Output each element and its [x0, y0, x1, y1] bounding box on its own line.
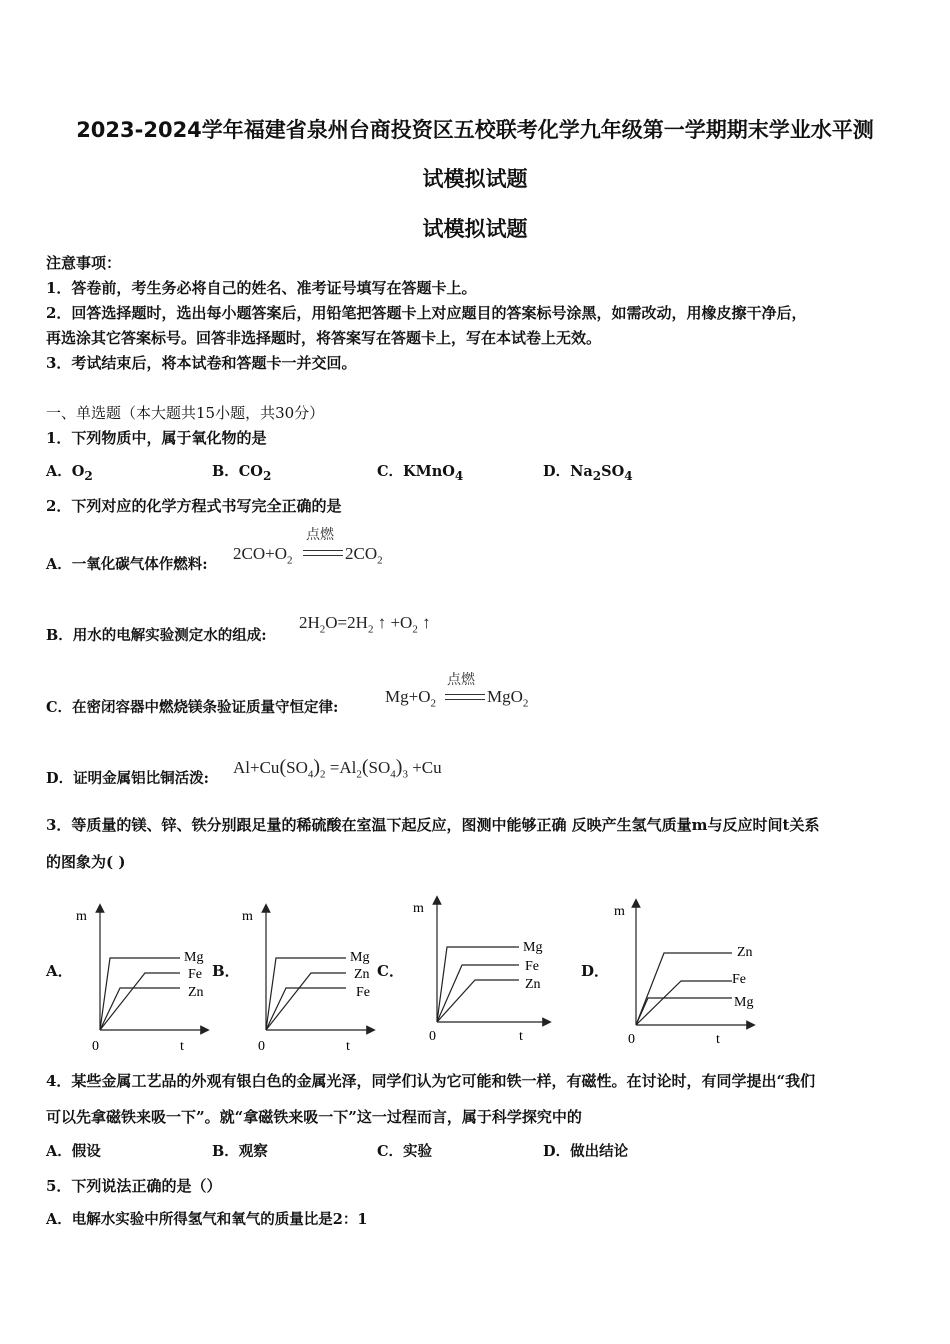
exam-title-line2: 试模拟试题: [422, 167, 528, 191]
q1-option-c[interactable]: C．KMnO$_4$: [377, 463, 464, 483]
q2-c-equation-left: $Mg+O_2$: [385, 687, 436, 710]
exam-title-line1: 2023-2024学年福建省泉州台商投资区五校联考化学九年级第一学期期末学业水平测: [76, 118, 874, 142]
origin-label: 0: [628, 1032, 635, 1047]
q1-option-d[interactable]: D．$Na_2SO_4$: [543, 463, 633, 483]
q3-graph-a: [70, 900, 210, 1055]
label-3: Fe: [356, 985, 370, 1000]
q2-a-equation-left: $2CO+O_2$: [233, 544, 293, 567]
y-axis-label: m: [413, 901, 424, 916]
notice-item-1: 1．答卷前，考生务必将自己的姓名、准考证号填写在答题卡上。: [46, 279, 477, 297]
question-1-stem: 1．下列物质中，属于氧化物的是: [46, 429, 267, 447]
y-axis-label: m: [76, 909, 87, 924]
y-axis-label: m: [242, 909, 253, 924]
notice-item-2b: 再选涂其它答案标号。回答非选择题时，将答案写在答题卡上，写在本试卷上无效。: [46, 329, 602, 347]
q3-graph-d: [606, 895, 766, 1050]
q1-option-b[interactable]: B．$CO_2$: [212, 463, 272, 483]
notice-heading: 注意事项：: [46, 254, 122, 272]
q2-option-a[interactable]: A．一氧化碳气体作燃料:: [46, 556, 208, 573]
q2-option-b[interactable]: B．用水的电解实验测定水的组成:: [46, 627, 267, 644]
x-axis-label: t: [346, 1039, 350, 1054]
origin-label: 0: [429, 1029, 436, 1044]
curve-3: [437, 980, 519, 1022]
q4-option-c[interactable]: C．实验: [377, 1143, 433, 1160]
q1-option-a[interactable]: A．$O_2$: [46, 463, 93, 483]
curve-2: [437, 965, 519, 1022]
label-2: Fe: [732, 972, 746, 987]
exam-title-line3: 试模拟试题: [422, 217, 528, 241]
label-1: Zn: [737, 945, 753, 960]
q3-graph-b: [236, 900, 381, 1055]
label-1: Mg: [523, 940, 543, 955]
label-1: Mg: [350, 950, 370, 965]
label-3: Zn: [188, 985, 204, 1000]
y-axis-label: m: [614, 904, 625, 919]
q3-option-d[interactable]: D．: [581, 962, 610, 980]
label-3: Zn: [525, 977, 541, 992]
x-axis-label: t: [716, 1032, 720, 1047]
q2-c-condition: 点燃: [447, 672, 475, 688]
curve-2: [100, 973, 180, 1030]
q2-option-c[interactable]: C．在密闭容器中燃烧镁条验证质量守恒定律:: [46, 699, 339, 716]
q3-option-a[interactable]: A．: [46, 962, 73, 980]
q2-b-equation: $2H_2O=2H_2$ ↑ $+O_2$ ↑: [299, 613, 431, 636]
curve-2: [266, 973, 346, 1030]
curve-1: [266, 958, 346, 1030]
q4-option-d[interactable]: D．做出结论: [543, 1143, 629, 1160]
q3-option-c[interactable]: C．: [377, 962, 404, 980]
label-2: Zn: [354, 967, 370, 982]
question-2-stem: 2．下列对应的化学方程式书写完全正确的是: [46, 497, 342, 515]
q4-option-a[interactable]: A．假设: [46, 1143, 101, 1160]
curve-3: [100, 988, 180, 1030]
notice-item-2a: 2．回答选择题时，选出每小题答案后，用铅笔把答题卡上对应题目的答案标号涂黑，如需改动，用橡皮擦干净后，: [46, 304, 807, 322]
label-2: Fe: [188, 967, 202, 982]
q3-option-b[interactable]: B．: [212, 962, 240, 980]
question-3-stem-b: 的图象为( ): [46, 853, 126, 871]
origin-label: 0: [92, 1039, 99, 1054]
label-3: Mg: [734, 995, 754, 1010]
q2-c-equals-sign: [445, 694, 485, 700]
curve-1: [100, 958, 180, 1030]
q2-a-equation-right: $2CO_2$: [345, 544, 383, 567]
origin-label: 0: [258, 1039, 265, 1054]
question-5-stem: 5．下列说法正确的是（）: [46, 1177, 222, 1195]
q2-a-condition: 点燃: [306, 527, 334, 543]
q2-d-equation: $Al+Cu(SO_4)_2 =Al_2(SO_4)_3 +Cu$: [233, 756, 442, 781]
q2-c-equation-right: MgO$_2$: [487, 687, 529, 710]
label-1: Mg: [184, 950, 204, 965]
question-4-stem-b: 可以先拿磁铁来吸一下”。就“拿磁铁来吸一下”这一过程而言，属于科学探究中的: [46, 1108, 582, 1126]
q4-option-b[interactable]: B．观察: [212, 1143, 268, 1160]
section-heading: 一、单选题（本大题共15小题，共30分）: [46, 404, 325, 422]
q2-a-equals-sign: [303, 550, 343, 556]
curve-3: [266, 988, 346, 1030]
notice-item-3: 3．考试结束后，将本试卷和答题卡一并交回。: [46, 354, 357, 372]
curve-1: [636, 953, 732, 1025]
curve-1: [437, 947, 519, 1022]
question-4-stem-a: 4．某些金属工艺品的外观有银白色的金属光泽，同学们认为它可能和铁一样，有磁性。在讨论时，有同学提出“我们: [46, 1072, 816, 1090]
q3-graph-c: [407, 895, 557, 1050]
x-axis-label: t: [180, 1039, 184, 1054]
question-3-stem-a: 3．等质量的镁、锌、铁分别跟足量的稀硫酸在室温下起反应，图测中能够正确 反映产生氢气质量m与反应时间t关系: [46, 816, 820, 834]
q2-option-d[interactable]: D．证明金属铝比铜活泼:: [46, 770, 209, 787]
q5-option-a[interactable]: A．电解水实验中所得氢气和氧气的质量比是2：1: [46, 1211, 368, 1228]
x-axis-label: t: [519, 1029, 523, 1044]
label-2: Fe: [525, 959, 539, 974]
